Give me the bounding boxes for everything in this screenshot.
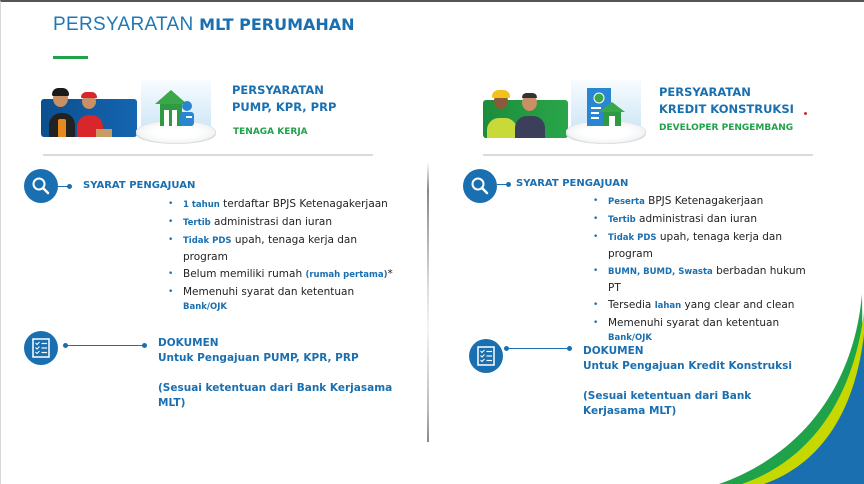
item-text: upah, tenaga kerja dan program xyxy=(608,231,783,260)
item-highlight: Tidak PDS xyxy=(183,236,232,246)
left-header-sub: TENAGA KERJA xyxy=(233,127,308,137)
item-highlight: BUMN, BUMD, Swasta xyxy=(608,267,713,277)
left-header-line2: PUMP, KPR, PRP xyxy=(232,100,337,114)
item-text: berbadan hukum PT xyxy=(608,265,806,294)
left-dokumen-connector xyxy=(66,345,144,346)
item-highlight: 1 tahun xyxy=(183,200,220,210)
left-syarat-dot xyxy=(67,184,72,189)
right-dokumen-title: DOKUMEN xyxy=(583,345,644,357)
right-dokumen-icon xyxy=(469,339,503,373)
left-dokumen-line: Untuk Pengajuan PUMP, KPR, PRP xyxy=(158,352,359,364)
left-header-line1: PERSYARATAN xyxy=(232,83,324,97)
item-text: Belum memiliki rumah xyxy=(183,268,306,280)
left-dokumen-icon xyxy=(24,331,58,365)
item-text: administrasi dan iuran xyxy=(635,213,757,225)
left-dokumen-title: DOKUMEN xyxy=(158,337,219,349)
workers-photo xyxy=(41,99,137,137)
item-text: upah, tenaga kerja dan program xyxy=(183,234,358,263)
checklist-icon xyxy=(477,346,495,366)
corner-swoosh-decoration xyxy=(714,294,864,484)
right-header-line1: PERSYARATAN xyxy=(659,85,751,99)
item-text: administrasi dan iuran xyxy=(210,216,332,228)
right-syarat-title: SYARAT PENGAJUAN xyxy=(516,178,629,189)
item-highlight: Tidak PDS xyxy=(608,233,657,243)
package-box xyxy=(96,129,112,137)
right-dokumen-line: Untuk Pengajuan Kredit Konstruksi xyxy=(583,360,792,372)
item-text: Tersedia xyxy=(608,299,655,311)
item-text: terdaftar BPJS Ketenagakerjaan xyxy=(219,198,388,210)
right-header-sub: DEVELOPER PENGEMBANG xyxy=(659,123,794,133)
document-house-icon xyxy=(585,86,631,130)
list-item xyxy=(168,266,403,283)
left-syarat-icon xyxy=(24,169,58,203)
item-highlight: Peserta xyxy=(608,197,645,207)
title-light: PERSYARATAN xyxy=(53,14,194,35)
list-item xyxy=(168,196,403,213)
left-dokumen-block xyxy=(158,336,418,411)
search-icon xyxy=(470,176,490,196)
title-underline xyxy=(53,56,88,59)
left-dokumen-note: (Sesuai ketentuan dari Bank Kerjasama MLT) xyxy=(158,382,393,409)
courier-cap xyxy=(81,92,97,98)
right-syarat-dot xyxy=(506,182,511,187)
bank-ojk-note: Bank/OJK xyxy=(608,333,652,343)
list-item xyxy=(593,229,813,262)
right-header-title xyxy=(659,84,794,118)
checklist-icon xyxy=(32,338,50,358)
list-item xyxy=(593,193,813,210)
left-header-title xyxy=(232,82,336,116)
item-highlight: (rumah pertama) xyxy=(305,270,388,280)
list-item xyxy=(168,284,403,314)
right-syarat-icon xyxy=(463,169,497,203)
item-suffix: yang clear and clean xyxy=(681,299,795,311)
item-highlight: Tertib xyxy=(183,218,211,228)
pedestal-right xyxy=(565,80,655,150)
right-dokumen-note: (Sesuai ketentuan dari Bank Kerjasama MLT) xyxy=(583,390,752,417)
search-icon xyxy=(31,176,51,196)
right-section-rule xyxy=(483,154,813,156)
list-item xyxy=(593,211,813,228)
item-text: Memenuhi syarat dan ketentuan xyxy=(608,317,780,329)
right-dokumen-connector xyxy=(507,348,569,349)
person-woman-shirt xyxy=(58,119,66,137)
person-woman-hair xyxy=(52,88,69,96)
left-dokumen-dot-end xyxy=(142,343,147,348)
house-person-icon xyxy=(153,88,199,128)
person-worker xyxy=(487,118,517,138)
right-header-line2: KREDIT KONSTRUKSI xyxy=(659,102,794,116)
column-divider xyxy=(427,162,429,442)
red-dot xyxy=(804,112,807,115)
left-section-rule xyxy=(43,154,373,156)
item-text: Memenuhi syarat dan ketentuan xyxy=(183,286,355,298)
page-title xyxy=(53,14,355,36)
developers-photo xyxy=(483,100,568,138)
spacer xyxy=(158,366,418,381)
item-suffix: * xyxy=(387,268,393,280)
hard-hat xyxy=(492,90,510,98)
list-item xyxy=(593,263,813,296)
title-bold: MLT PERUMAHAN xyxy=(199,15,355,34)
pedestal-left xyxy=(135,80,225,150)
businessman-hair xyxy=(522,93,537,98)
bank-ojk-note: Bank/OJK xyxy=(183,302,227,312)
list-item xyxy=(168,232,403,265)
item-highlight: Tertib xyxy=(608,215,636,225)
list-item xyxy=(168,214,403,231)
left-syarat-title: SYARAT PENGAJUAN xyxy=(83,180,196,191)
item-text: BPJS Ketenagakerjaan xyxy=(644,195,764,207)
left-requirements-list xyxy=(168,196,403,315)
item-highlight: lahan xyxy=(654,301,682,311)
person-businessman xyxy=(515,116,545,138)
right-dokumen-dot-end xyxy=(567,346,572,351)
